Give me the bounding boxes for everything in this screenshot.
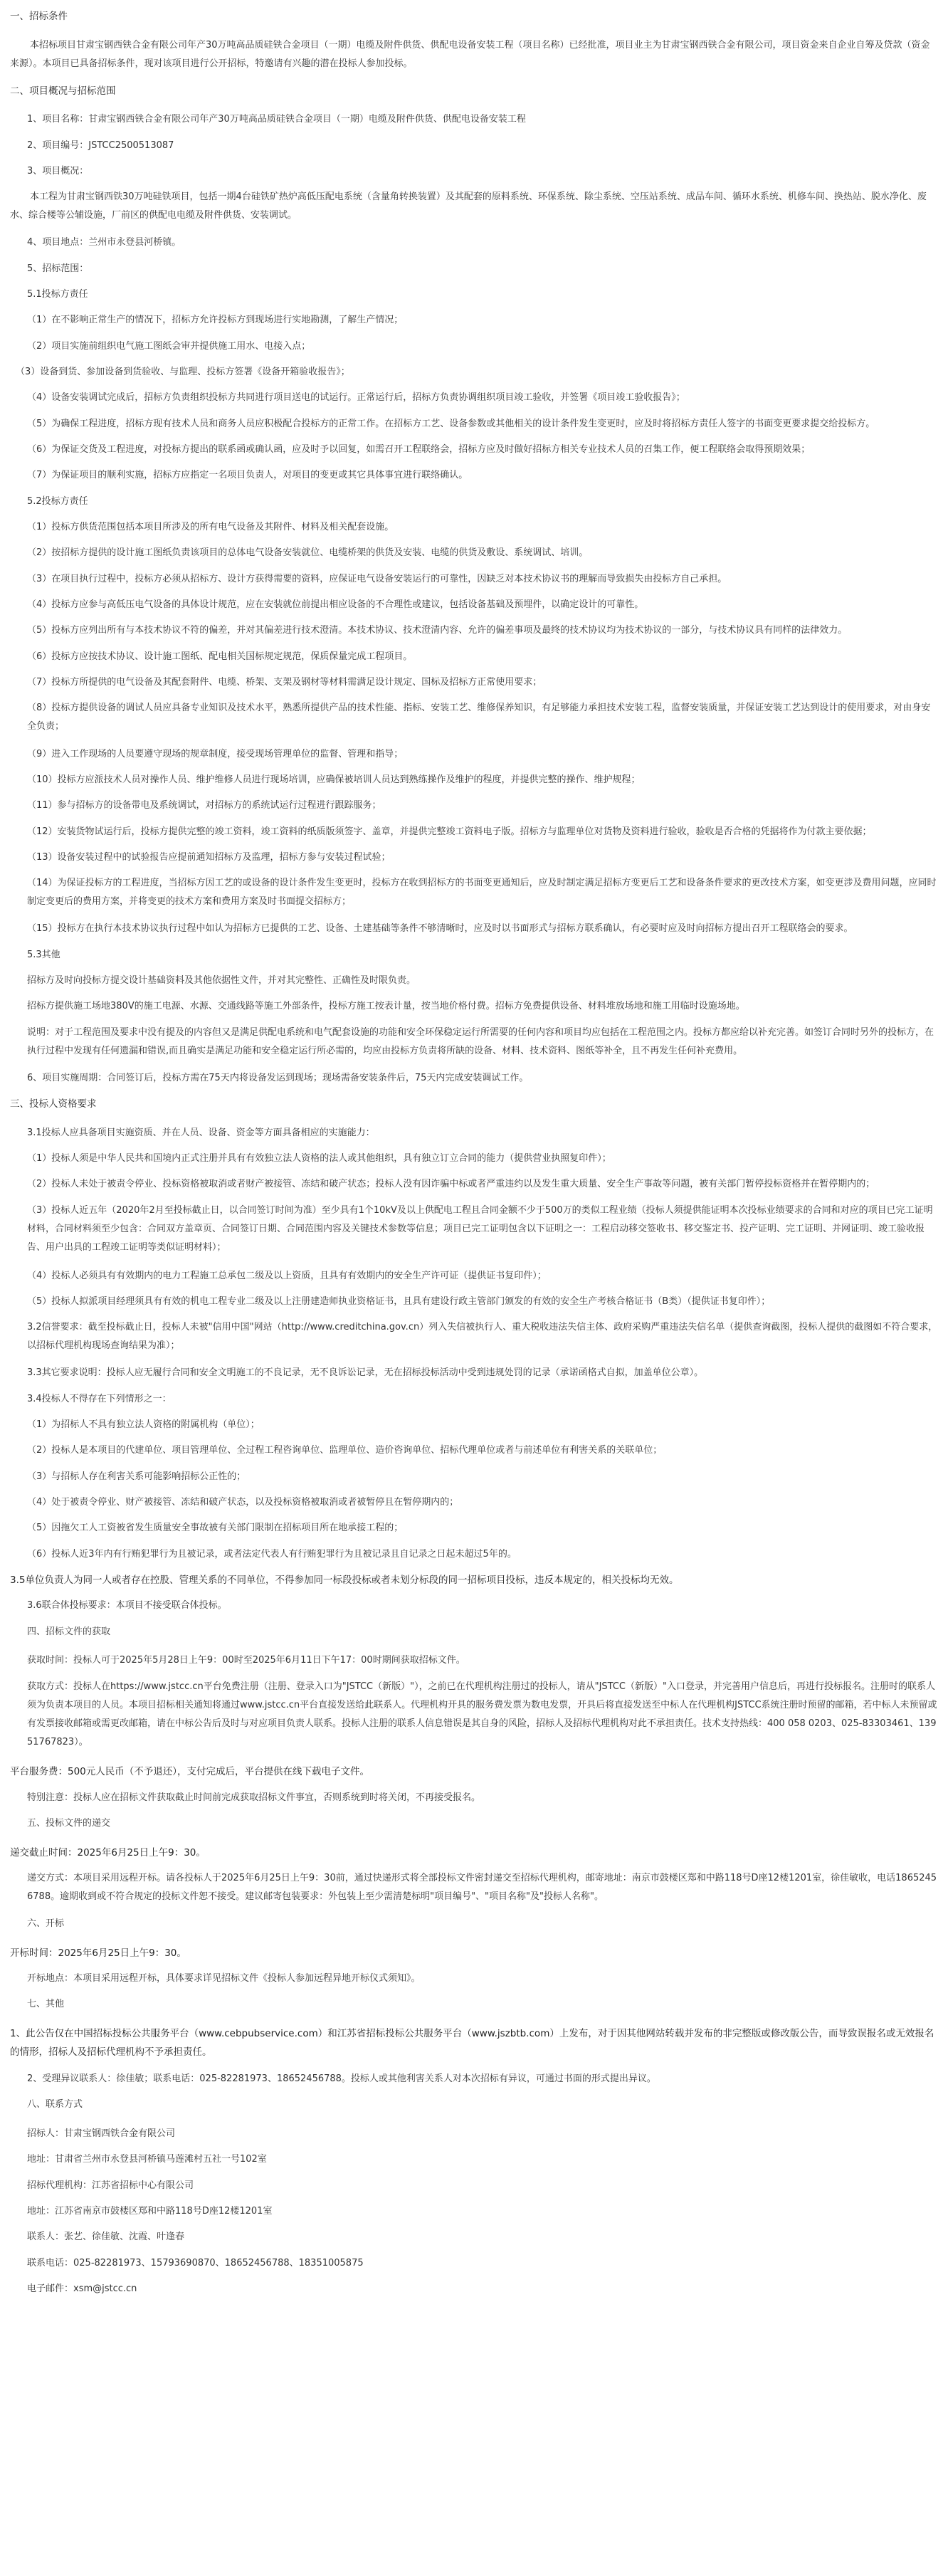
paragraph: 招标方及时向投标方提交设计基础资料及其他依据性文件，并对其完整性、正确性及时限负责。: [27, 974, 416, 986]
paragraph: （3）投标人近五年（2020年2月至投标截止日，以合同签订时间为准）至少具有1个10kV及以上供配电工程且合同金额不少于500万的类似工程业绩（投标人须提供能证明本次投标业绩要求的合同和对应的项目已完工证明材料，合同材料须至少包含：合同双方盖章页、合同签订日期、合同范围内容及关键技术参数等信息；项目已完工证明包含以下证明之一：工程启动移交签收书、移交鉴定书、投产证明、完工证明、并网证明、竣工验收报告、用户出具的工程竣工证明等类似证明材料）；: [27, 1204, 933, 1253]
paragraph: （3）在项目执行过程中，投标方必须从招标方、设计方获得需要的资料，应保证电气设备安装运行的可靠性，因缺乏对本技术协议书的理解而导致损失由投标方自己承担。: [27, 573, 727, 584]
paragraph: （2）项目实施前组织电气施工图纸会审并提供施工用水、电接入点；: [27, 340, 311, 352]
paragraph: （4）投标方应参与高低压电气设备的具体设计规范，应在安装就位前提出相应设备的不合理性或建议，包括设备基础及预埋件，以确定设计的可靠性。: [27, 599, 644, 611]
paragraph: （13）设备安装过程中的试验报告应提前通知招标方及监理，招标方参与安装过程试验；: [27, 851, 391, 863]
paragraph: （3）设备到货、参加设备到货验收、与监理、投标方签署《设备开箱验收报告》；: [16, 367, 350, 378]
paragraph: 地址：甘肃省兰州市永登县河桥镇马莲滩村五社一号102室: [27, 2154, 267, 2165]
paragraph: （1）为招标人不具有独立法人资格的附属机构（单位）；: [27, 1419, 260, 1431]
paragraph: 3.1投标人应具备项目实施资质、并在人员、设备、资金等方面具备相应的实施能力：: [27, 1127, 375, 1138]
paragraph: 2、受理异议联系人：徐佳敏；联系电话：025-82281973、18652456788。投标人或其他利害关系人对本次招标有异议，可通过书面的形式提出异议。: [27, 2073, 656, 2085]
paragraph: （4）设备安装调试完成后，招标方负责组织投标方共同进行项目送电的试运行。正常运行后，招标方负责协调组织项目竣工验收，并签署《项目竣工验收报告》；: [27, 392, 685, 404]
paragraph: （10）投标方应派技术人员对操作人员、维护维修人员进行现场培训，应确保被培训人员达到熟练操作及维护的程度，并提供完整的操作、维护规程；: [27, 774, 641, 785]
paragraph: （5）为确保工程进度，招标方现有技术人员和商务人员应积极配合投标方的正常工作。在招标方工艺、设备参数或其他相关的设计条件发生变更时，应及时将招标方责任人签字的书面变更要求提交给投标方。: [27, 418, 875, 429]
section-heading: 一、招标条件: [10, 11, 68, 22]
paragraph: 1、项目名称：甘肃宝钢西铁合金有限公司年产30万吨高品质硅铁合金项目（一期）电缆及附件供货、供配电设备安装工程: [27, 114, 526, 125]
paragraph: （4）处于被责令停业、财产被接管、冻结和破产状态，以及投标资格被取消或者被暂停且在暂停期内的；: [27, 1497, 459, 1508]
paragraph: 递交截止时间：2025年6月25日上午9：30。: [10, 1846, 206, 1859]
paragraph: （7）投标方所提供的电气设备及其配套附件、电缆、桥架、支架及钢材等材料需满足设计规定、国标及招标方正常使用要求；: [27, 677, 542, 688]
paragraph: 地址：江苏省南京市鼓楼区郑和中路118号D座12楼1201室: [27, 2205, 273, 2217]
paragraph: 联系电话：025-82281973、15793690870、18652456788、18351005875: [27, 2257, 364, 2269]
section-heading: 六、开标: [27, 1918, 65, 1930]
paragraph: 3、项目概况：: [27, 165, 89, 177]
paragraph: 开标地点：本项目采用远程开标，具体要求详见招标文件《投标人参加远程异地开标仪式须知》。: [27, 1972, 421, 1984]
paragraph: 3.5单位负责人为同一人或者存在控股、管理关系的不同单位，不得参加同一标段投标或者未划分标段的同一招标项目投标，违反本规定的，相关投标均无效。: [10, 1574, 679, 1587]
section-heading: 五、投标文件的递交: [27, 1817, 111, 1829]
paragraph: （2）投标人是本项目的代建单位、项目管理单位、全过程工程咨询单位、监理单位、造价咨询单位、招标代理单位或者与前述单位有利害关系的关联单位；: [27, 1445, 663, 1456]
paragraph: 联系人：张艺、徐佳敏、沈霞、叶逢春: [27, 2231, 185, 2243]
paragraph: 3.6联合体投标要求：本项目不接受联合体投标。: [27, 1600, 227, 1612]
paragraph: （5）投标方应列出所有与本技术协议不符的偏差，并对其偏差进行技术澄清。本技术协议、技术澄清内容、允许的偏差事项及最终的技术协议均为技术协议的一部分，与技术协议具有同样的法律效力。: [27, 625, 848, 636]
paragraph: （1）投标方供货范围包括本项目所涉及的所有电气设备及其附件、材料及相关配套设施。: [27, 522, 394, 533]
paragraph: 3.4投标人不得存在下列情形之一：: [27, 1393, 172, 1404]
paragraph: （6）为保证交货及工程进度，对投标方提出的联系函或确认函，应及时予以回复，如需召开工程联络会，招标方应及时做好招标方相关专业技术人员的召集工作，便工程联络会取得预期效果；: [27, 444, 811, 456]
paragraph: 说明：对于工程范围及要求中没有提及的内容但又是满足供配电系统和电气配套设施的功能和安全环保稳定运行所需要的任何内容和项目均应包括在工程范围之内。投标方都应给以补充完善。如签订合同时另外的投标方，在执行过程中发现有任何遗漏和错误,而且确实是满足功能和安全稳定运行所必需的，均应由投标方负责将所缺的设备、材料、技术资料、图纸等补全，且不再发生任何补充费用。: [27, 1026, 934, 1056]
paragraph: 5、招标范围：: [27, 263, 89, 274]
paragraph: 2、项目编号：JSTCC2500513087: [27, 140, 174, 151]
paragraph: 3.2信誉要求：截至投标截止日，投标人未被"信用中国"网站（http://www.creditchina.gov.cn）列入失信被执行人、重大税收违法失信主体、政府采购严重违法失信名单（提供查询截图，投标人提供的截图如不符合要求，以招标代理机构现场查询结果为准）；: [27, 1322, 938, 1352]
section-heading: 二、项目概况与招标范围: [10, 85, 116, 97]
section-heading: 四、招标文件的获取: [27, 1626, 111, 1637]
paragraph: 本招标项目甘肃宝钢西铁合金有限公司年产30万吨高品质硅铁合金项目（一期）电缆及附件供货、供配电设备安装工程（项目名称）已经批准，项目业主为甘肃宝钢西铁合金有限公司，项目资金来自企业自筹及贷款（资金来源）。本项目已具备招标条件，现对该项目进行公开招标，特邀请有兴趣的潜在投标人参加投标。: [10, 39, 930, 69]
paragraph: （11）参与招标方的设备带电及系统调试，对招标方的系统试运行过程进行跟踪服务；: [27, 800, 381, 811]
paragraph: 特别注意：投标人应在招标文件获取截止时间前完成获取招标文件事宜，否则系统到时将关闭，不再接受报名。: [27, 1792, 481, 1803]
section-heading: 七、其他: [27, 1999, 65, 2010]
paragraph: （8）投标方提供设备的调试人员应具备专业知识及技术水平，熟悉所提供产品的技术性能、指标、安装工艺、维修保养知识，有足够能力承担技术安装工程，监督安装质量，并保证安装工艺达到设计的使用要求，对由身安全负责；: [27, 703, 931, 732]
paragraph: （14）为保证投标方的工程进度，当招标方因工艺的或设备的设计条件发生变更时，投标方在收到招标方的书面变更通知后，应及时制定满足招标方变更后工艺和设备条件要求的更改技术方案，如变更涉及费用问题，应同时制定变更后的费用方案，并将变更的技术方案和费用方案及时书面提交招标方；: [27, 878, 937, 908]
paragraph: 获取方式：投标人在https://www.jstcc.cn平台免费注册（注册、登录入口为"JSTCC（新版）"），之前已在代理机构注册过的投标人，请从"JSTCC（新版）"入口登录，并完善用户信息后，再进行投标报名。注册时的联系人须为负责本项目的人员。本项目招标相关通知将通过www.jstcc.cn平台直接发送给此联系人。代理机构开具的服务费发票为数电发票，开具后将直接发送至中标人在代理机构JSTCC系统注册时预留的邮箱，若中标人未预留或有发票接收邮箱或需更改邮箱，请在中标公告后及时与对应项目负责人联系。投标人注册的联系人信息错误是其自身的风险，招标人及招标代理机构对此不承担责任。技术支持热线：400 058 0203、025-83303461、13951767823）。: [27, 1681, 937, 1747]
paragraph: 招标代理机构：江苏省招标中心有限公司: [27, 2180, 194, 2191]
paragraph: （1）在不影响正常生产的情况下，招标方允许投标方到现场进行实地勘测，了解生产情况；: [27, 315, 404, 326]
paragraph: （4）投标人必须具有有效期内的电力工程施工总承包二级及以上资质，且具有有效期内的安全生产许可证（提供证书复印件）；: [27, 1270, 547, 1281]
paragraph: （2）投标人未处于被责令停业、投标资格被取消或者财产被接管、冻结和破产状态；投标人没有因诈骗中标或者严重违约以及发生重大质量、安全生产事故等问题，被有关部门暂停投标资格并在暂停期内的；: [27, 1179, 875, 1190]
section-heading: 八、联系方式: [27, 2099, 83, 2110]
paragraph: （5）因拖欠工人工资被省发生质量安全事故被有关部门限制在招标项目所在地承接工程的；: [27, 1523, 404, 1534]
paragraph: 招标方提供施工场地380V的施工电源、水源、交通线路等施工外部条件，投标方施工按表计量，按当地价格付费。招标方免费提供设备、材料堆放场地和施工用临时设施场地。: [27, 1001, 745, 1012]
paragraph: （3）与招标人存在利害关系可能影响招标公正性的；: [27, 1471, 246, 1482]
paragraph: 递交方式：本项目采用远程开标。请各投标人于2025年6月25日上午9：30前，通过快递形式将全部投标文件密封递交至招标代理机构，邮寄地址：南京市鼓楼区郑和中路118号D座12楼1201室，徐佳敏收，电话18652456788。逾期收到或不符合规定的投标文件恕不接受。建议邮寄包装要求：外包装上至少需清楚标明"项目编号"、"项目名称"及"投标人名称"。: [27, 1872, 937, 1902]
paragraph: （12）安装货物试运行后，投标方提供完整的竣工资料，竣工资料的纸质版须签字、盖章，并提供完整竣工资料电子版。招标方与监理单位对货物及资料进行验收，验收是否合格的凭据将作为付款主要依据；: [27, 826, 872, 837]
section-heading: 三、投标人资格要求: [10, 1098, 97, 1110]
paragraph: 招标人：甘肃宝钢西铁合金有限公司: [27, 2128, 176, 2139]
paragraph: （9）进入工作现场的人员要遵守现场的规章制度，接受现场管理单位的监督、管理和指导；: [27, 748, 404, 759]
paragraph: （5）投标人拟派项目经理须具有有效的机电工程专业二级及以上注册建造师执业资格证书，且具有建设行政主管部门颁发的有效的安全生产考核合格证书（B类）（提供证书复印件）；: [27, 1295, 771, 1307]
paragraph: 电子邮件：xsm@jstcc.cn: [27, 2283, 137, 2294]
paragraph: （2）按招标方提供的设计施工图纸负责该项目的总体电气设备安装就位、电缆桥架的供货及安装、电缆的供货及敷设、系统调试、培训。: [27, 547, 589, 559]
paragraph: 5.1投标方责任: [27, 289, 88, 300]
paragraph: 获取时间：投标人可于2025年5月28日上午9：00时至2025年6月11日下午17：00时期间获取招标文件。: [27, 1655, 465, 1666]
paragraph: 开标时间：2025年6月25日上午9：30。: [10, 1947, 186, 1959]
paragraph: 5.2投标方责任: [27, 495, 88, 507]
paragraph: 平台服务费：500元人民币（不予退还），支付完成后，平台提供在线下载电子文件。: [10, 1766, 370, 1778]
paragraph: （6）投标人近3年内有行贿犯罪行为且被记录，或者法定代表人有行贿犯罪行为且被记录且自记录之日起未超过5年的。: [27, 1548, 517, 1560]
paragraph: （6）投标方应按技术协议、设计施工图纸、配电相关国标规定规范，保质保量完成工程项目。: [27, 651, 413, 662]
paragraph: （15）投标方在执行本技术协议执行过程中如认为招标方已提供的工艺、设备、土建基础等条件不够清晰时，应及时以书面形式与招标方联系确认，有必要时应及时向招标方提出召开工程联络会的要求。: [27, 923, 853, 935]
paragraph: 4、项目地点：兰州市永登县河桥镇。: [27, 237, 181, 248]
paragraph: 3.3其它要求说明：投标人应无履行合同和安全文明施工的不良记录，无不良诉讼记录，无在招标投标活动中受到违规处罚的记录（承诺函格式自拟，加盖单位公章）。: [27, 1367, 704, 1379]
paragraph: 本工程为甘肃宝钢西铁30万吨硅铁项目，包括一期4台硅铁矿热炉高低压配电系统（含量角转换装置）及其配套的原料系统、环保系统、除尘系统、空压站系统、成品车间、循环水系统、机修车间、换热站、脱水净化、废水、综合楼等公辅设施，厂前区的供配电电缆及附件供货、安装调试。: [10, 191, 927, 221]
paragraph: 6、项目实施周期：合同签订后，投标方需在75天内将设备发运到现场；现场需备安装条件后，75天内完成安装调试工作。: [27, 1072, 529, 1083]
paragraph: （1）投标人须是中华人民共和国境内正式注册并具有有效独立法人资格的法人或其他组织，具有独立订立合同的能力（提供营业执照复印件）；: [27, 1153, 611, 1165]
paragraph: 5.3其他: [27, 949, 60, 960]
paragraph: （7）为保证项目的顺利实施，招标方应指定一名项目负责人，对项目的变更或其它具体事宜进行联络确认。: [27, 470, 468, 481]
paragraph: 1、此公告仅在中国招标投标公共服务平台（www.cebpubservice.com）和江苏省招标投标公共服务平台（www.jszbtb.com）上发布，对于因其他网站转载并发布的非完整版或修改版公告，而导致误报名或无效报名的情形，招标人及招标代理机构不予承担责任。: [10, 2027, 934, 2058]
